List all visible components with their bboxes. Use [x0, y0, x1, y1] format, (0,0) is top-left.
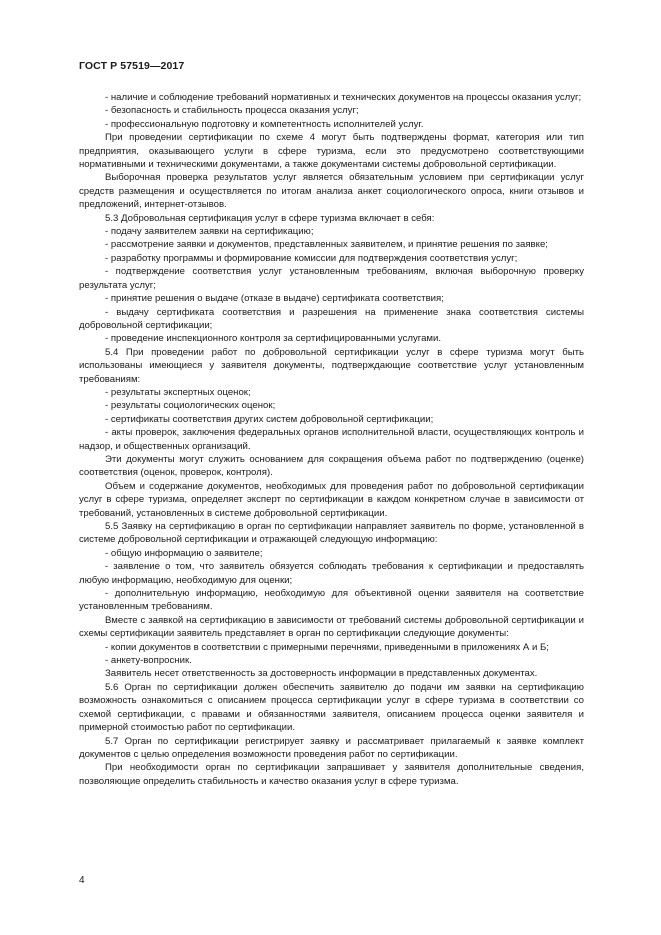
list-item: - безопасность и стабильность процесса оказания услуг;	[105, 105, 359, 117]
paragraph: Объем и содержание документов, необходимых для проведения работ по добровольной сертификации услуг в сфере туризма, определяет эксперт по сертификации в каждом конкретном случае в зависимости от требований, установленных в системе добровольной сертификации.	[79, 480, 584, 519]
list-item: - проведение инспекционного контроля за сертифицированными услугами.	[105, 333, 442, 345]
list-item: - результаты экспертных оценок;	[105, 386, 251, 398]
list-item: - подачу заявителем заявки на сертификацию;	[105, 226, 314, 238]
list-item: - анкету-вопросник.	[105, 655, 192, 667]
page-number: 4	[79, 875, 85, 886]
list-item: - результаты социологических оценок;	[105, 400, 276, 412]
list-item: - подтверждение соответствия услуг установленным требованиям, включая выборочную проверку результата услуг;	[79, 266, 584, 291]
paragraph: При проведении сертификации по схеме 4 могут быть подтверждены формат, категория или тип предприятия, оказывающего услуги в сфере туризма, если это предусмотрено соответствующими нормативными и техническими документами, а также документами системы добровольной сертификации.	[79, 132, 584, 171]
paragraph: Эти документы могут служить основанием для сокращения объема работ по подтверждению (оценке) соответствия (оценок, проверок, контроля).	[79, 453, 584, 479]
list-item: - выдачу сертификата соответствия и разрешения на применение знака соответствия системы добровольной сертификации;	[79, 306, 584, 331]
list-item: - дополнительную информацию, необходимую для объективной оценки заявителя на соответствие установленным требованиям.	[79, 588, 584, 613]
section-5-6: 5.6 Орган по сертификации должен обеспечить заявителю до подачи им заявки на сертификацию возможность ознакомиться с описанием процесса сертификации услуг в сфере туризма в соответствии со схемой сертификации, с правами и обязанностями заявителя, описанием процесса оценки заявителя и примерной стоимостью работ по сертификации.	[79, 681, 584, 734]
paragraph: Вместе с заявкой на сертификацию в зависимости от требований системы добровольной сертификации и схемы сертификации заявитель представляет в орган по сертификации следующие документы:	[79, 614, 584, 640]
paragraph: Выборочная проверка результатов услуг является обязательным условием при сертификации услуг средств размещения и осуществляется по итогам анализа анкет социологического опроса, книги отзывов и предложений, интернет-отзывов.	[79, 172, 584, 211]
list-item: - профессиональную подготовку и компетентность исполнителей услуг.	[105, 118, 424, 130]
list-item: - общую информацию о заявителе;	[105, 547, 263, 559]
list-item: - рассмотрение заявки и документов, представленных заявителем, и принятие решения по заявке;	[105, 239, 548, 251]
paragraph: При необходимости орган по сертификации запрашивает у заявителя дополнительные сведения, позволяющие определить стабильность и качество оказания услуг в сфере туризма.	[79, 762, 584, 787]
document-body	[79, 91, 584, 788]
paragraph: Заявитель несет ответственность за достоверность информации в представленных документах.	[105, 668, 538, 680]
section-5-7: 5.7 Орган по сертификации регистрирует заявку и рассматривает прилагаемый к заявке комплект документов с целью определения возможности проведения работ по сертификации.	[79, 735, 584, 760]
section-5-5: 5.5 Заявку на сертификацию в орган по сертификации направляет заявитель по форме, установленной в системе добровольной сертификации и отражающей следующую информацию:	[79, 521, 584, 546]
list-item: - копии документов в соответствии с примерными перечнями, приведенными в приложениях А и Б;	[105, 641, 549, 653]
section-5-4: 5.4 При проведении работ по добровольной сертификации услуг в сфере туризма могут быть использованы имеющиеся у заявителя документы, подтверждающие соответствие услуг установленным требованиям:	[79, 346, 584, 385]
list-item: - принятие решения о выдаче (отказе в выдаче) сертификата соответствия;	[105, 293, 444, 305]
list-item: - наличие и соблюдение требований нормативных и технических документов на процессы оказания услуг;	[105, 92, 582, 103]
section-5-3: 5.3 Добровольная сертификация услуг в сфере туризма включает в себя:	[105, 212, 435, 224]
list-item: - акты проверок, заключения федеральных органов исполнительной власти, осуществляющих контроль и надзор, и общественных организаций.	[79, 427, 584, 452]
document-header: ГОСТ Р 57519—2017	[79, 60, 185, 72]
list-item: - сертификаты соответствия других систем добровольной сертификации;	[105, 413, 434, 425]
list-item: - разработку программы и формирование комиссии для подтверждения соответствия услуг;	[105, 252, 518, 264]
list-item: - заявление о том, что заявитель обязуется соблюдать требования к сертификации и предоставлять любую информацию, необходимую для оценки;	[79, 561, 584, 586]
